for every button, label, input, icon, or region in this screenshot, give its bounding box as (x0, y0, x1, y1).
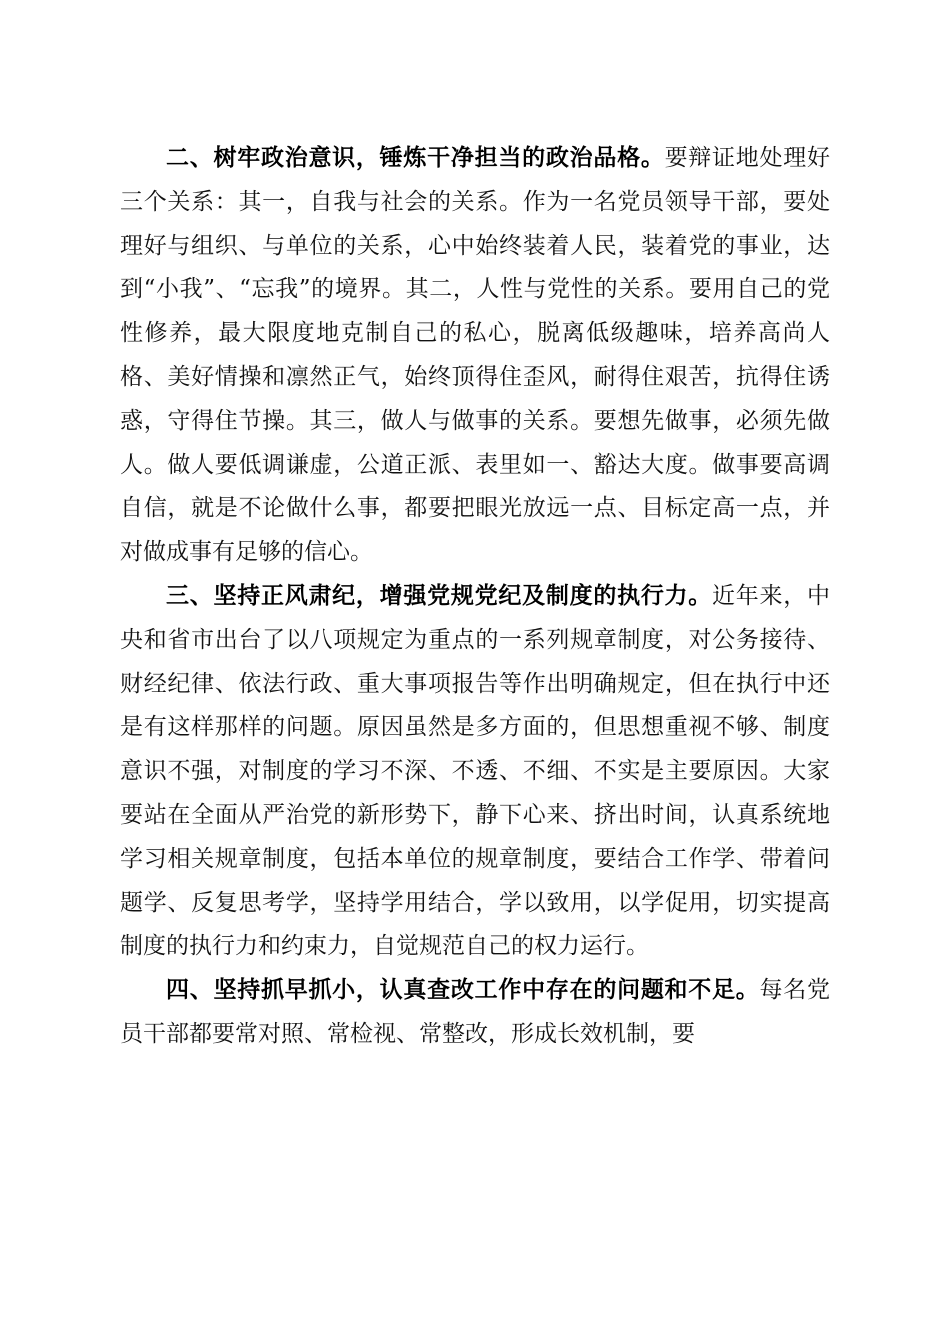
document-body (120, 137, 830, 1057)
paragraph-heading: 二、树牢政治意识，锤炼干净担当的政治品格。 (166, 145, 665, 171)
paragraph-heading: 三、坚持正风肃纪，增强党规党纪及制度的执行力。 (166, 582, 713, 609)
paragraph-political-awareness (120, 137, 830, 575)
paragraph-early-correction (120, 969, 830, 1057)
paragraph-text: 要辩证地处理好三个关系：其一，自我与社会的关系。作为一名党员领导干部，要处理好与组织、与单位的关系，心中始终装着人民，装着党的事业，达到“小我”、“忘我”的境界。其二，人性与党性的关系。要用自己的党性修养，最大限度地克制自己的私心，脱离低级趣味，培养高尚人格、美好情操和凛然正气，始终顶得住歪风，耐得住艰苦，抗得住诱惑，守得住节操。其三，做人与做事的关系。要想先做事，必须先做人。做人要低调谦虚，公道正派、表里如一、豁达大度。做事要高调自信，就是不论做什么事，都要把眼光放远一点、目标定高一点，并对做成事有足够的信心。 (120, 145, 831, 566)
paragraph-heading: 四、坚持抓早抓小，认真查改工作中存在的问题和不足。 (166, 977, 760, 1004)
paragraph-discipline (120, 575, 830, 969)
paragraph-text: 每名党员干部都要常对照、常检视、常整改，形成长效机制，要 (120, 977, 831, 1047)
paragraph-text: 近年来，中央和省市出台了以八项规定为重点的一系列规章制度，对公务接待、财经纪律、依法行政、重大事项报告等作出明确规定，但在执行中还是有这样那样的问题。原因虽然是多方面的，但思想重视不够、制度意识不强，对制度的学习不深、不透、不细、不实是主要原因。大家要站在全面从严治党的新形势下，静下心来、挤出时间，认真系统地学习相关规章制度，包括本单位的规章制度，要结合工作学、带着问题学、反复思考学，坚持学用结合，学以致用，以学促用，切实提高制度的执行力和约束力，自觉规范自己的权力运行。 (120, 582, 831, 960)
